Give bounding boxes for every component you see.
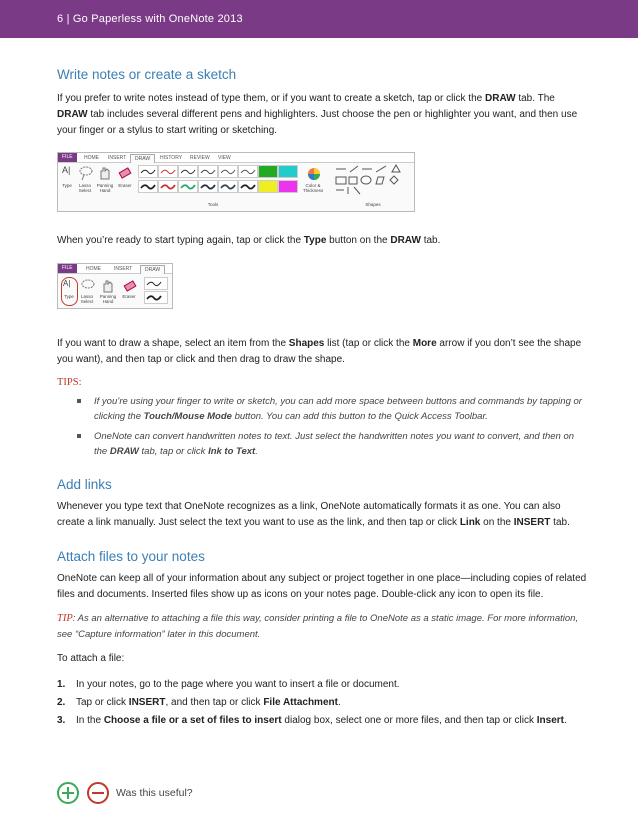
panning-label-small: Panning Hand [99,294,117,304]
panning-label: Panning Hand [96,183,114,193]
small-tab-draw: DRAW [140,265,165,274]
step-item: 3. In the Choose a file or a set of files to insert dialog box, select one or more files, and then tap or click Insert. [57,715,567,726]
ribbon-tab-home: HOME [84,155,99,161]
attach-tip: TIP: As an alternative to attaching a file this way, consider printing a file to OneNote as a static image. For more information, see “Capture information” later in this document. [57,613,579,640]
ribbon-tab-draw: DRAW [130,154,155,163]
tip-item: OneNote can convert handwritten notes to text. Just select the handwritten notes you want to convert, and then on the DRAW tab, tap or click Ink to Text. [57,429,587,459]
attach-steps [57,677,587,728]
shapes-gallery [334,164,408,198]
lasso-icon-small [80,278,96,294]
color-wheel-icon [306,166,322,182]
lasso-label-small: Lasso Select [80,294,94,304]
attach-intro: To attach a file: [57,653,125,664]
lasso-icon [78,165,94,181]
type-button-image [57,263,173,309]
lasso-label: Lasso Select [78,183,92,193]
hand-icon [97,165,113,181]
section-title-attach: Attach files to your notes [57,549,205,564]
tips-label: TIPS: [57,377,82,388]
attach-paragraph: OneNote can keep all of your information about any subject or project together in one place—including copies of related files and documents. Inserted files show up as icons on your notes page. Double-click any icon to open its file. [57,573,587,600]
shapes-group-label: Shapes [365,202,381,207]
tips-list [57,394,587,459]
ribbon-tab-history: HISTORY [160,155,183,161]
type-label-small: Type [64,294,74,299]
step-item: 1. In your notes, go to the page where you want to insert a file or document. [57,679,400,690]
eraser-icon-small [122,278,138,294]
ribbon-tab-review: REVIEW [190,155,210,161]
links-paragraph: Whenever you type text that OneNote recognizes as a link, OneNote automatically formats it as one. You can also create a link manually. Just select the text you want to use as the link, and then tap or click Link on the INSERT tab. [57,501,570,528]
step-item: 2. Tap or click INSERT, and then tap or click File Attachment. [57,697,341,708]
small-tab-insert: INSERT [114,266,133,272]
ribbon-tab-file: FILE [58,153,77,162]
tools-group-label: Tools [207,202,219,207]
small-tab-file: FILE [58,264,77,273]
page-content [57,66,587,731]
eraser-icon [117,165,133,181]
small-tab-home: HOME [86,266,101,272]
eraser-label: Eraser [118,183,132,188]
header-text: 6 | Go Paperless with OneNote 2013 [57,13,243,25]
type-label: Type [62,183,72,188]
ribbon-tab-insert: INSERT [108,155,127,161]
sketch-paragraph-1: If you prefer to write notes instead of type them, or if you want to create a sketch, tap or click the DRAW tab. The DRAW tab includes several different pens and highlighters. Just choose the pen or highlighter you want, and then use your finger or a stylus to start writing or sketching. [57,93,578,136]
minus-icon[interactable] [87,782,109,804]
hand-icon-small [100,278,116,294]
sketch-paragraph-2: When you’re ready to start typing again, tap or click the Type button on the DRAW tab. [57,235,441,246]
ribbon-tabs [58,153,414,163]
color-label: Color & Thickness [302,183,324,193]
eraser-label-small: Eraser [122,294,136,299]
sketch-paragraph-3: If you want to draw a shape, select an item from the Shapes list (tap or click the More arrow if you don’t see the shape you want), and then tap or click and then drag to draw the shape. [57,338,582,365]
useful-label: Was this useful? [116,787,193,799]
plus-icon[interactable] [57,782,79,804]
type-icon: A| [62,165,71,175]
section-title-links: Add links [57,477,112,492]
page-header [0,0,638,38]
section-title-sketch: Write notes or create a sketch [57,67,237,82]
tip-item: If you’re using your finger to write or sketch, you can add more space between buttons and commands by tapping or clicking the Touch/Mouse Mode button. You can add this button to the Quick Access Toolbar. [57,394,587,424]
ribbon-tab-view: VIEW [218,155,231,161]
draw-ribbon-image [57,152,415,212]
type-icon-small: A| [63,279,71,288]
